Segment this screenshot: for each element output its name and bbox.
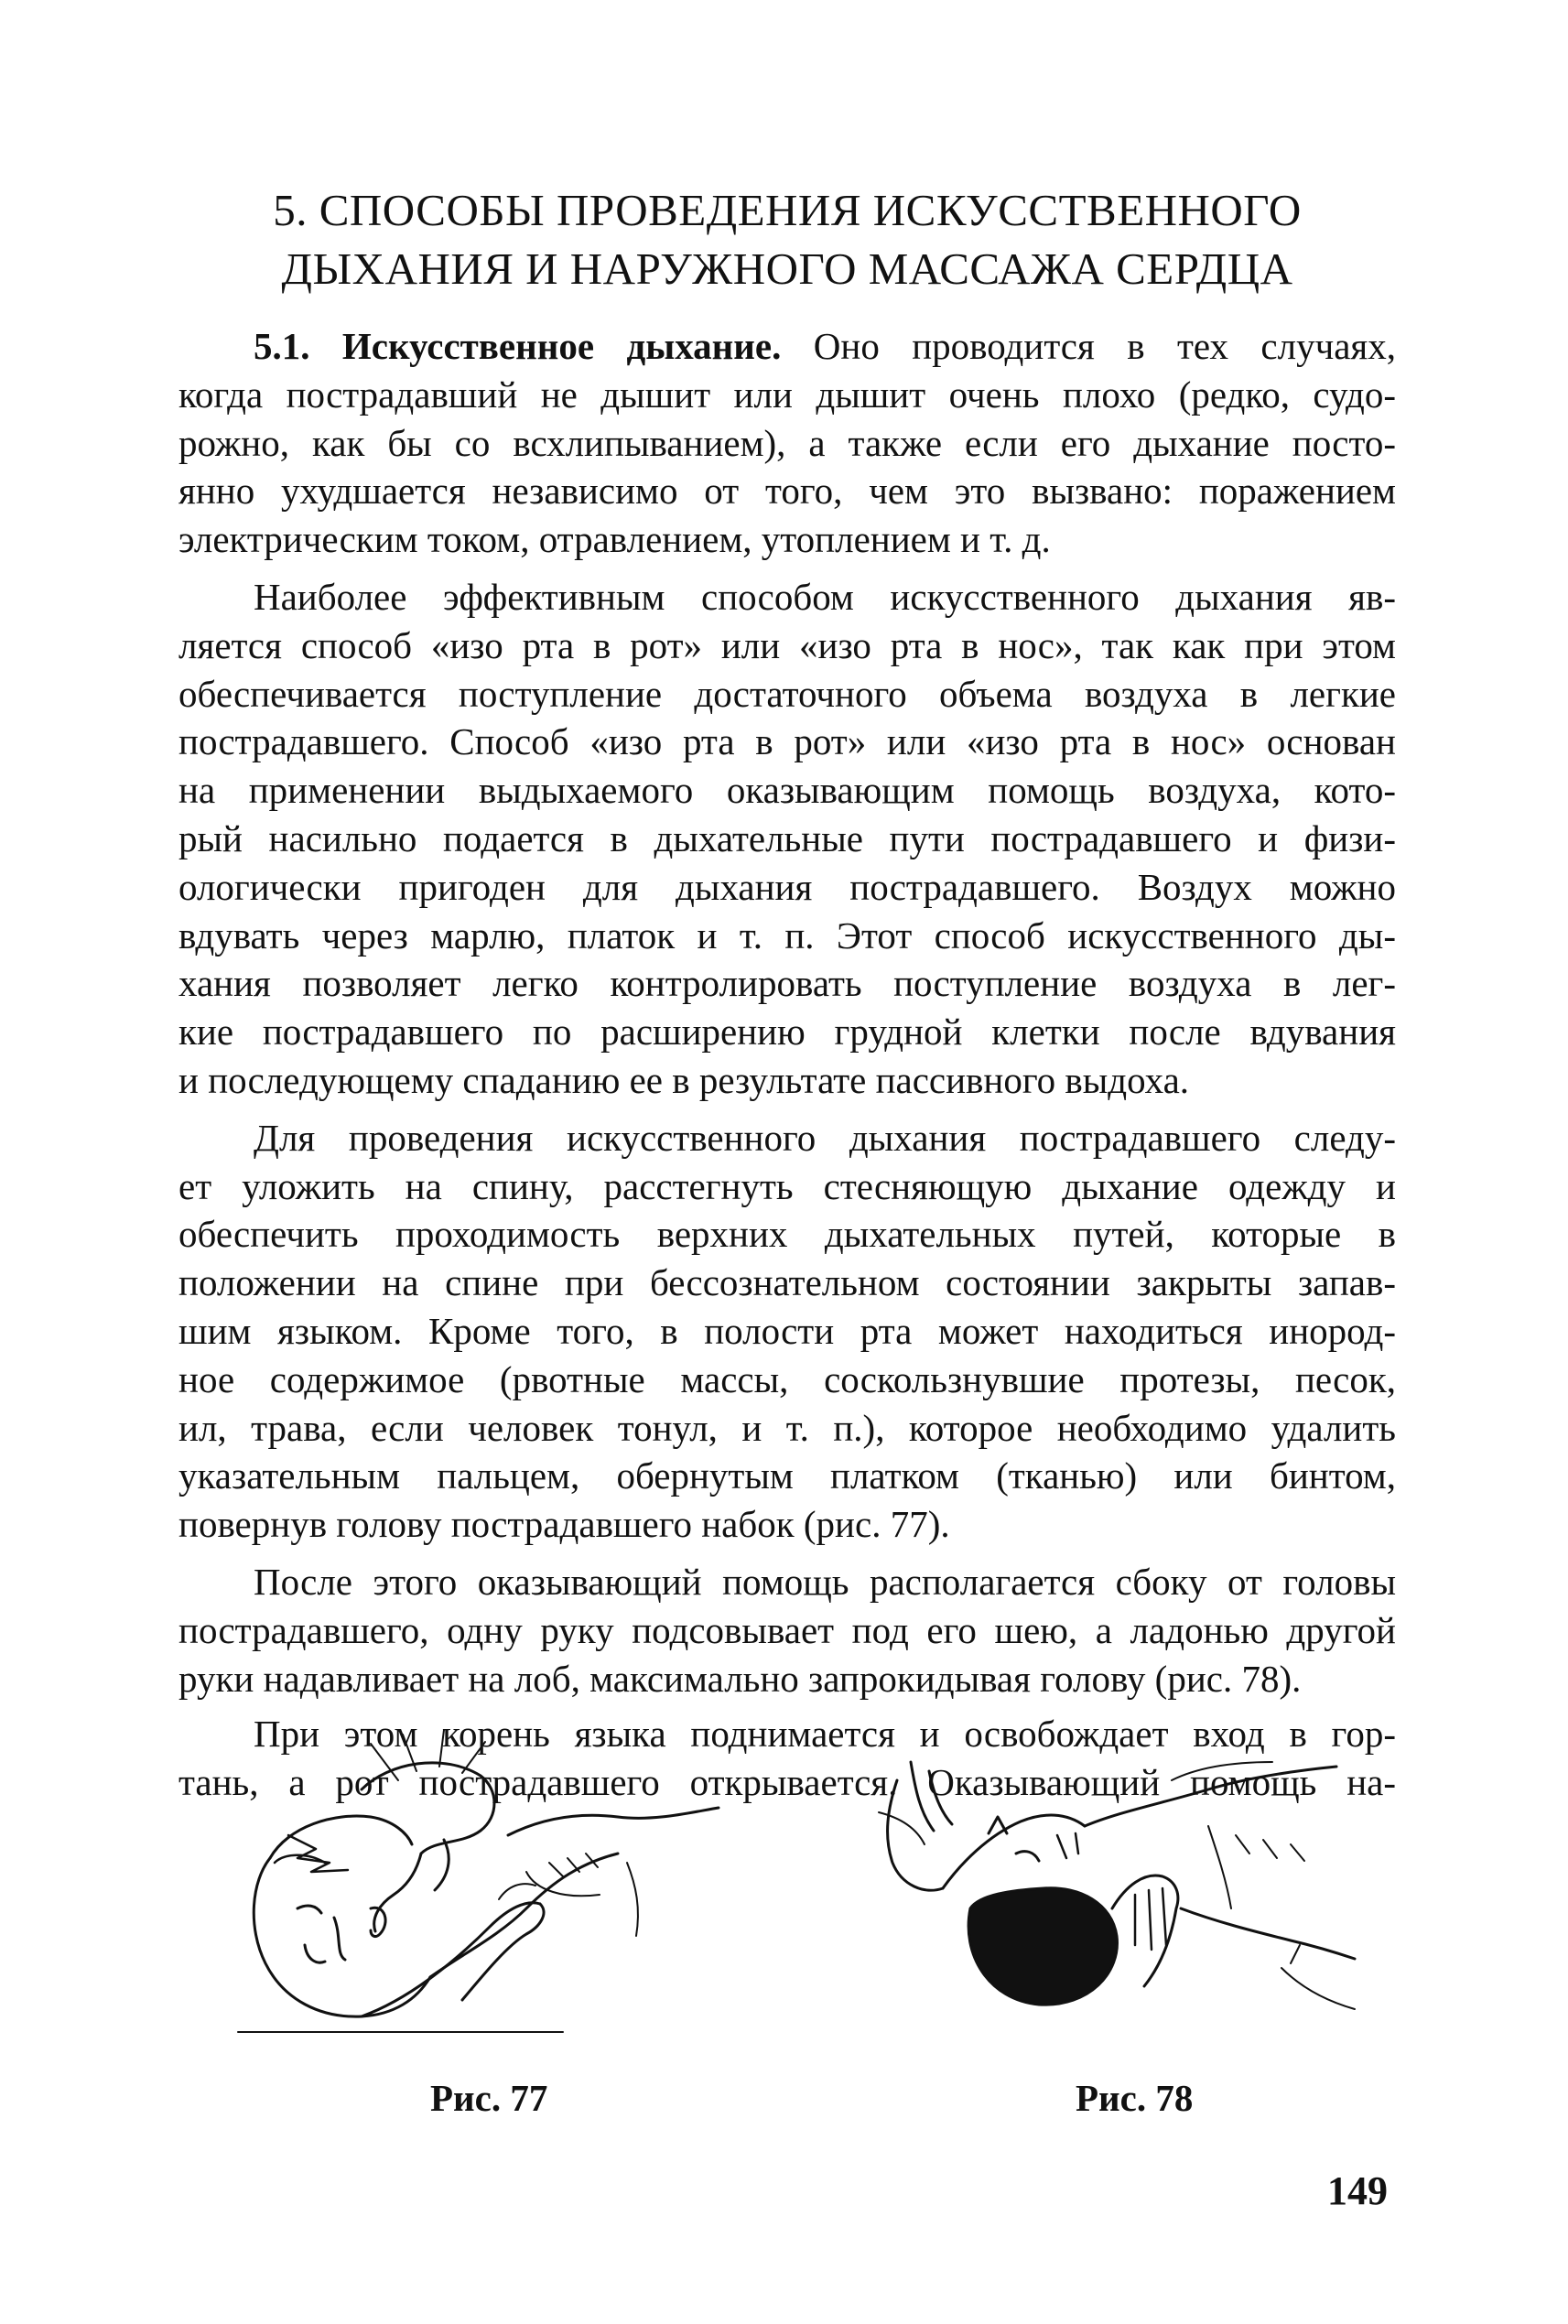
page-number: 149 <box>1327 2168 1388 2213</box>
text-line: ологически пригоден для дыхания пострадавшего. Воздух можно <box>178 865 1396 908</box>
text-line: положении на спине при бессознательном состоянии закрыты запав- <box>178 1261 1396 1304</box>
text-line: указательным пальцем, обернутым платком (тканью) или бинтом, <box>178 1454 1396 1497</box>
text-line: При этом корень языка поднимается и освобождает вход в гор- <box>254 1713 1396 1756</box>
figure-77 <box>233 1725 728 2041</box>
text-line: вдувать через марлю, платок и т. п. Этот способ искусственного ды- <box>178 913 1396 957</box>
figure-77-caption: Рис. 77 <box>430 2077 548 2119</box>
body-text <box>178 322 1396 1816</box>
chapter-title <box>178 181 1396 298</box>
text-line: ляется способ «изо рта в рот» или «изо рта в нос», так как при этом <box>178 623 1396 666</box>
chapter-title-line-1: 5. СПОСОБЫ ПРОВЕДЕНИЯ ИСКУССТВЕННОГО <box>273 185 1302 235</box>
chapter-title-line-2: ДЫХАНИЯ И НАРУЖНОГО МАССАЖА СЕРДЦА <box>281 243 1293 294</box>
text-line: янно ухудшается независимо от того, чем это вызвано: поражением <box>178 470 1396 513</box>
text-line: когда пострадавший не дышит или дышит очень плохо (редко, судо- <box>178 373 1396 416</box>
paragraph-4 <box>178 1558 1396 1702</box>
text-line: рый насильно подается в дыхательные пути пострадавшего и физи- <box>178 816 1396 859</box>
text-line: на применении выдыхаемого оказывающим помощь воздуха, кото- <box>178 769 1396 812</box>
figure-78-caption: Рис. 78 <box>1076 2077 1194 2119</box>
text-line <box>178 322 1396 371</box>
text-line: и последующему спаданию ее в результате пассивного выдоха. <box>178 1058 1190 1101</box>
text-line: руки надавливает на лоб, максимально запрокидывая голову (рис. 78). <box>178 1657 1302 1700</box>
figure-78 <box>860 1725 1359 2041</box>
text-line: Наиболее эффективным способом искусственного дыхания яв- <box>254 575 1396 618</box>
text-line: обеспечивается поступление достаточного объема воздуха в легкие <box>178 672 1396 715</box>
text-line: пострадавшего. Способ «изо рта в рот» или «изо рта в нос» основан <box>178 720 1396 763</box>
text-line: После этого оказывающий помощь располагается сбоку от головы <box>254 1560 1396 1603</box>
text-line: тань, а рот пострадавшего открывается. Оказывающий помощь на- <box>178 1761 1396 1804</box>
text-line: пострадавшего, одну руку подсовывает под его шею, а ладонью другой <box>178 1608 1396 1651</box>
text-line: ет уложить на спину, расстегнуть стесняющую дыхание одежду и <box>178 1164 1396 1207</box>
text-line: ил, трава, если человек тонул, и т. п.), которое необходимо удалить <box>178 1406 1396 1449</box>
text-line: электрическим током, отравлением, утоплением и т. д. <box>178 518 1051 561</box>
figure-77-illustration <box>233 1725 728 2041</box>
text-line: повернув голову пострадавшего набок (рис. 77). <box>178 1503 950 1546</box>
text-line: хания позволяет легко контролировать поступление воздуха в лег- <box>178 962 1396 1005</box>
text-line: Для проведения искусственного дыхания пострадавшего следу- <box>254 1116 1396 1159</box>
text-line: кие пострадавшего по расширению грудной клетки после вдувания <box>178 1011 1396 1054</box>
text-line: шим языком. Кроме того, в полости рта может находиться инород- <box>178 1309 1396 1352</box>
text-run: Оно проводится в тех случаях, <box>781 325 1396 367</box>
figure-78-illustration <box>860 1725 1359 2041</box>
text-line: обеспечить проходимость верхних дыхательных путей, которые в <box>178 1213 1396 1256</box>
paragraph-3 <box>178 1114 1396 1549</box>
text-line: ное содержимое (рвотные массы, соскользнувшие протезы, песок, <box>178 1357 1396 1400</box>
paragraph-1 <box>178 322 1396 564</box>
paragraph-2 <box>178 573 1396 1105</box>
section-heading: 5.1. Искусственное дыхание. <box>254 325 782 367</box>
text-line: рожно, как бы со всхлипыванием), а также если его дыхание посто- <box>178 421 1396 464</box>
